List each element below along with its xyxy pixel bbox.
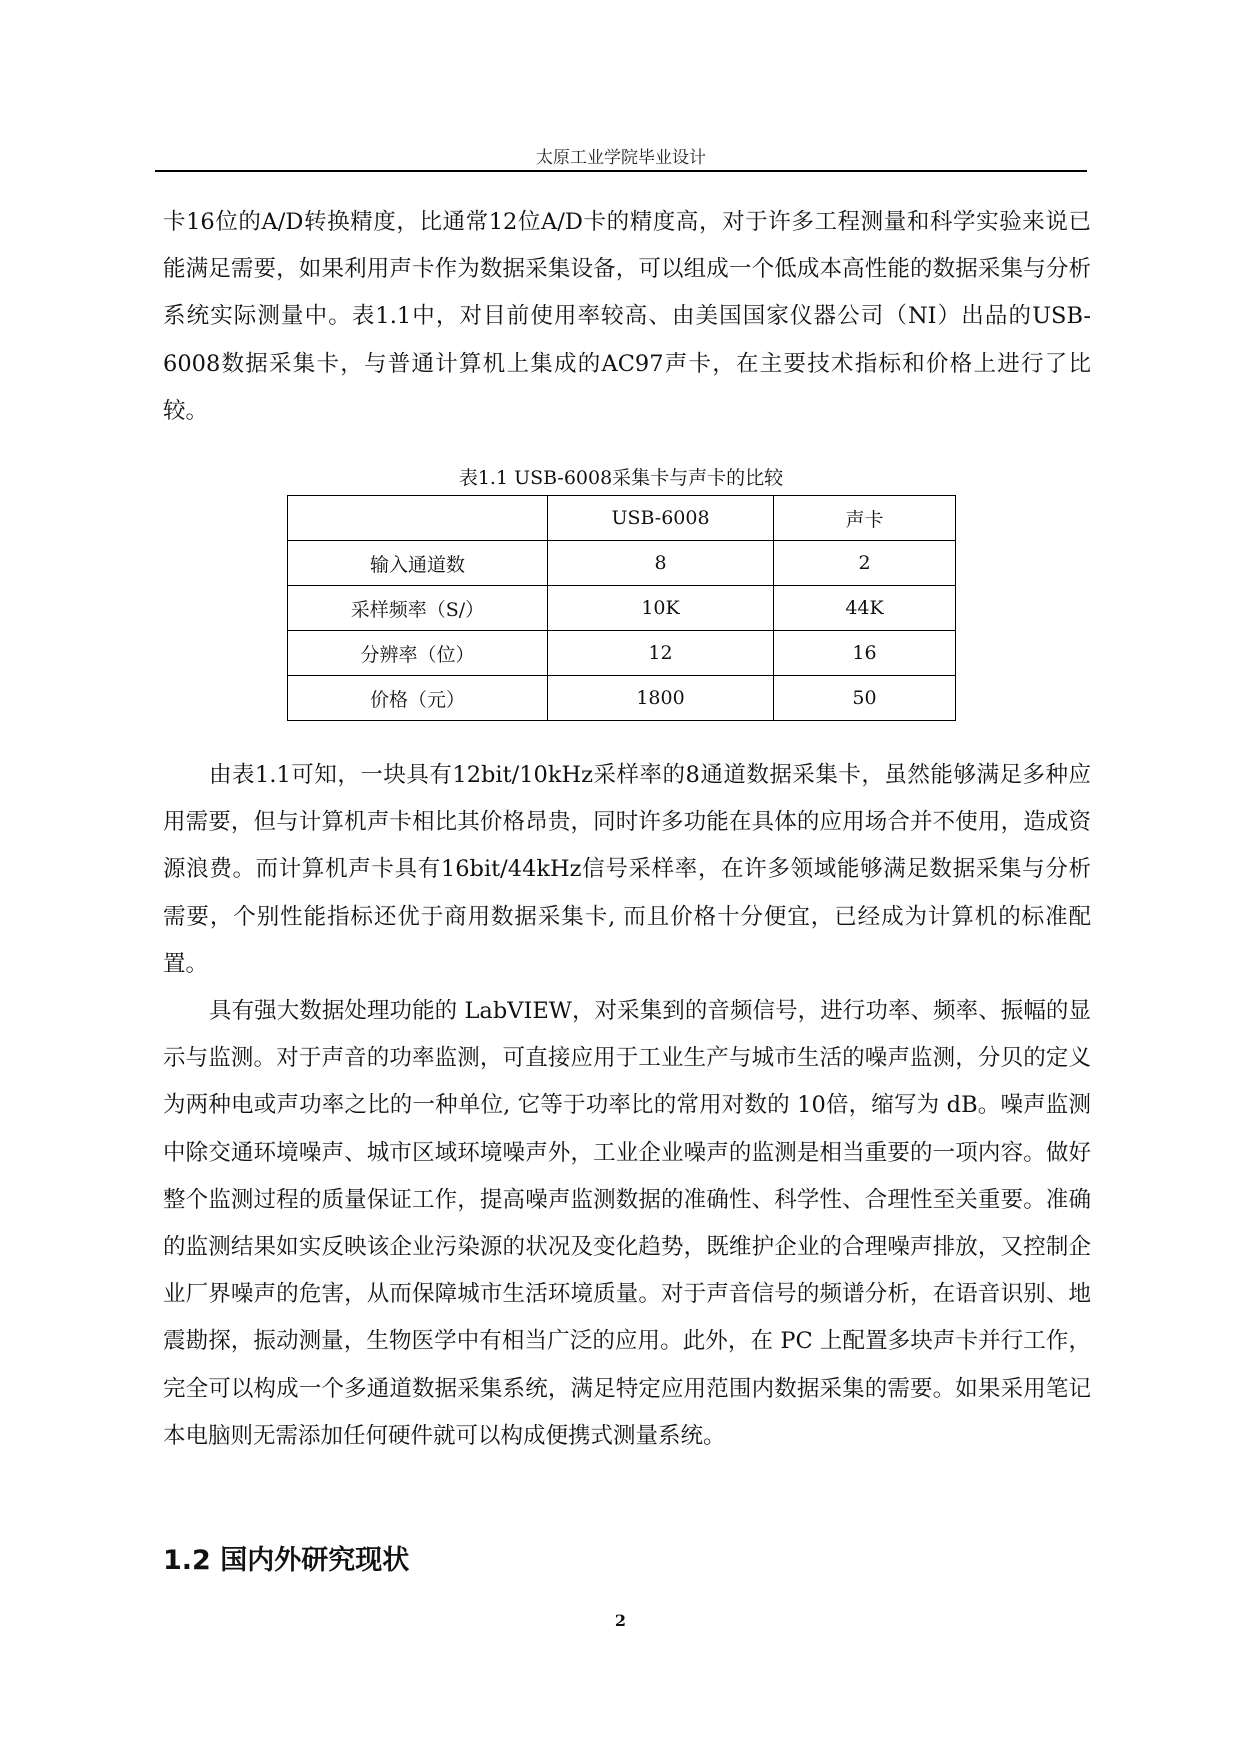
intro-block	[163, 199, 1091, 435]
table-caption: 表1.1 USB-6008采集卡与声卡的比较	[458, 467, 784, 489]
table-cell: 2	[774, 541, 956, 586]
header-rule	[155, 170, 1087, 172]
table-cell: 16	[774, 631, 956, 676]
table-header-row	[288, 496, 956, 541]
table-row	[288, 676, 956, 721]
table-cell: 输入通道数	[288, 541, 548, 586]
table-cell: 分辨率（位）	[288, 631, 548, 676]
table-header-cell: USB-6008	[548, 496, 774, 541]
table-cell: 10K	[548, 586, 774, 631]
table-row	[288, 541, 956, 586]
table-header-cell	[288, 496, 548, 541]
intro-paragraph: 卡16位的A/D转换精度，比通常12位A/D卡的精度高，对于许多工程测量和科学实验来说已能满足需要，如果利用声卡作为数据采集设备，可以组成一个低成本高性能的数据采集与分析系统实际测量中。表1.1中，对目前使用率较高、由美国国家仪器公司（NI）出品的USB-6008数据采集卡，与普通计算机上集成的AC97声卡，在主要技术指标和价格上进行了比较。	[163, 209, 1091, 424]
body-paragraph-2: 由表1.1可知，一块具有12bit/10kHz采样率的8通道数据采集卡，虽然能够满足多种应用需要，但与计算机声卡相比其价格昂贵，同时许多功能在具体的应用场合并不使用，造成资源浪费。而计算机声卡具有16bit/44kHz信号采样率，在许多领域能够满足数据采集与分析需要，个别性能指标还优于商用数据采集卡, 而且价格十分便宜，已经成为计算机的标准配置。	[163, 762, 1091, 977]
table-cell: 12	[548, 631, 774, 676]
comparison-table	[287, 495, 956, 721]
table-cell: 44K	[774, 586, 956, 631]
page-header: 太原工业学院毕业设计	[536, 148, 706, 168]
section-heading: 1.2 国内外研究现状	[163, 1545, 410, 1576]
table-cell: 采样频率（S/）	[288, 586, 548, 631]
table-row	[288, 631, 956, 676]
table-cell: 8	[548, 541, 774, 586]
table-cell: 50	[774, 676, 956, 721]
table-row	[288, 586, 956, 631]
table-cell: 价格（元）	[288, 676, 548, 721]
body-paragraph-3: 具有强大数据处理功能的 LabVIEW，对采集到的音频信号，进行功率、频率、振幅的显示与监测。对于声音的功率监测，可直接应用于工业生产与城市生活的噪声监测，分贝的定义为两种电或声功率之比的一种单位, 它等于功率比的常用对数的 10倍，缩写为 dB。噪声监测中除交通环境噪声、城市区域环境噪声外，工业企业噪声的监测是相当重要的一项内容。做好整个监测过程的质量保证工作，提高噪声监测数据的准确性、科学性、合理性至关重要。准确的监测结果如实反映该企业污染源的状况及变化趋势，既维护企业的合理噪声排放，又控制企业厂界噪声的危害，从而保障城市生活环境质量。对于声音信号的频谱分析，在语音识别、地震勘探，振动测量，生物医学中有相当广泛的应用。此外，在 PC 上配置多块声卡并行工作，完全可以构成一个多通道数据采集系统，满足特定应用范围内数据采集的需要。如果采用笔记本电脑则无需添加任何硬件就可以构成便携式测量系统。	[163, 998, 1091, 1449]
page-number: 2	[614, 1611, 627, 1630]
body-block	[163, 752, 1091, 1460]
table-cell: 1800	[548, 676, 774, 721]
table-header-cell: 声卡	[774, 496, 956, 541]
